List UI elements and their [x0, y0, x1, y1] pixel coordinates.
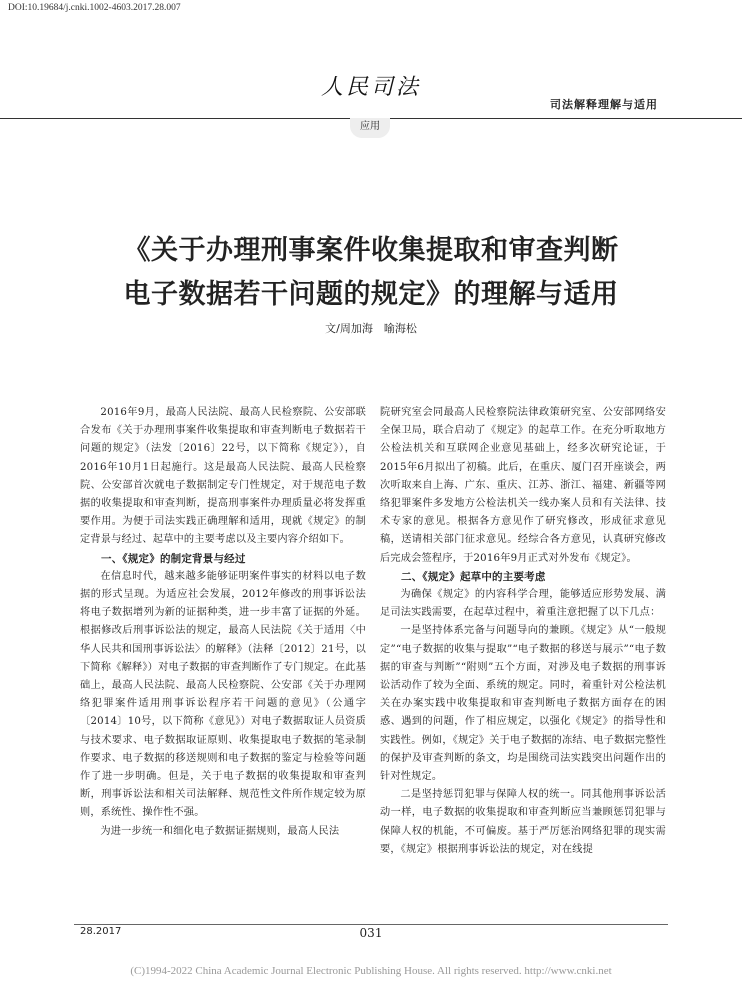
section-tag: 应用: [350, 118, 390, 138]
doi: DOI:10.19684/j.cnki.1002-4603.2017.28.007: [8, 3, 181, 13]
paragraph: 二是坚持惩罚犯罪与保障人权的统一。同其他刑事诉讼活动一样，电子数据的收集提取和审查判断应当兼顾惩罚犯罪与保障人权的机能，不可偏废。基于严厉惩治网络犯罪的现实需要，《规定》根据刑事诉讼法的规定，对在线提: [380, 789, 666, 855]
section-heading: 一、《规定》的制定背景与经过: [101, 552, 246, 565]
left-column: [80, 404, 366, 841]
article-title-line2: 电子数据若干问题的规定》的理解与适用: [123, 279, 619, 310]
section-heading: 二、《规定》起草中的主要考虑: [401, 570, 546, 583]
right-column: [380, 404, 666, 859]
section-title: 司法解释理解与适用: [550, 98, 658, 111]
paragraph: 2016年9月，最高人民法院、最高人民检察院、公安部联合发布《关于办理刑事案件收集提取和审查判断电子数据若干问题的规定》（法发〔2016〕22号，以下简称《规定》），自2016年10月1日起施行。这是最高人民法院、最高人民检察院、公安部首次就电子数据制定专门性规定，对于规范电子数据的收集提取和审查判断，提高刑事案件办理质量必将发挥重要作用。为便于司法实践正确理解和适用，现就《规定》的制定背景与经过、起草中的主要考虑以及主要内容介绍如下。: [80, 407, 366, 546]
copyright: (C)1994-2022 China Academic Journal Electronic Publishing House. All rights reserved. http://www.cnki.net: [130, 965, 612, 977]
journal-logo: 人民司法: [320, 75, 421, 100]
article-title-line1: 《关于办理刑事案件收集提取和审查判断: [123, 235, 619, 266]
paragraph: 在信息时代，越来越多能够证明案件事实的材料以电子数据的形式呈现。为适应社会发展，2012年修改的刑事诉讼法将电子数据增列为新的证据种类，进一步丰富了证据的外延。根据修改后刑事诉讼法的规定，最高人民法院《关于适用〈中华人民共和国刑事诉讼法〉的解释》（法释〔2012〕21号，以下简称《解释》）对电子数据的审查判断作了专门规定。在此基础上，最高人民法院、最高人民检察院、公安部《关于办理网络犯罪案件适用刑事诉讼程序若干问题的意见》（公通字〔2014〕10号，以下简称《意见》）对电子数据取证人员资质与技术要求、电子数据取证原则、收集提取电子数据的笔录制作要求、电子数据的移送规则和电子数据的鉴定与检验等问题作了进一步明确。但是，关于电子数据的收集提取和审查判断，刑事诉讼法和相关司法解释、规范性文件所作规定较为原则，系统性、操作性不强。: [80, 570, 366, 819]
footer-rule: [74, 924, 668, 925]
paragraph: 为进一步统一和细化电子数据证据规则，最高人民法: [100, 825, 340, 837]
authors: 文/周加海 喻海松: [325, 322, 417, 335]
paragraph: 一是坚持体系完备与问题导向的兼顾。《规定》从“一般规定”“电子数据的收集与提取”“电子数据的移送与展示”“电子数据的审查与判断”“附则”五个方面，对涉及电子数据的刑事诉讼活动作了较为全面、系统的规定。同时，着重针对公检法机关在办案实践中收集提取和审查判断电子数据方面存在的困惑、遇到的问题，作了相应规定，以强化《规定》的指导性和实践性。例如，《规定》关于电子数据的冻结、电子数据完整性的保护及审查判断的条文，均是围绕司法实践突出问题作出的针对性规定。: [380, 625, 666, 783]
page-number: 031: [359, 926, 383, 940]
paragraph: 院研究室会同最高人民检察院法律政策研究室、公安部网络安全保卫局，联合启动了《规定》的起草工作。在充分听取地方公检法机关和互联网企业意见基础上，经多次研究论证，于2015年6月拟出了初稿。此后，在重庆、厦门召开座谈会，两次听取来自上海、广东、重庆、江苏、浙江、福建、新疆等网络犯罪案件多发地方公检法机关一线办案人员和有关法律、技术专家的意见。根据各方意见作了研究修改，形成征求意见稿，送请相关部门征求意见。经综合各方意见，认真研究修改后完成会签程序，于2016年9月正式对外发布《规定》。: [380, 407, 666, 564]
paragraph: 为确保《规定》的内容科学合理，能够适应形势发展、满足司法实践需要，在起草过程中，着重注意把握了以下几点：: [380, 589, 666, 619]
issue-number: 28.2017: [80, 926, 122, 937]
